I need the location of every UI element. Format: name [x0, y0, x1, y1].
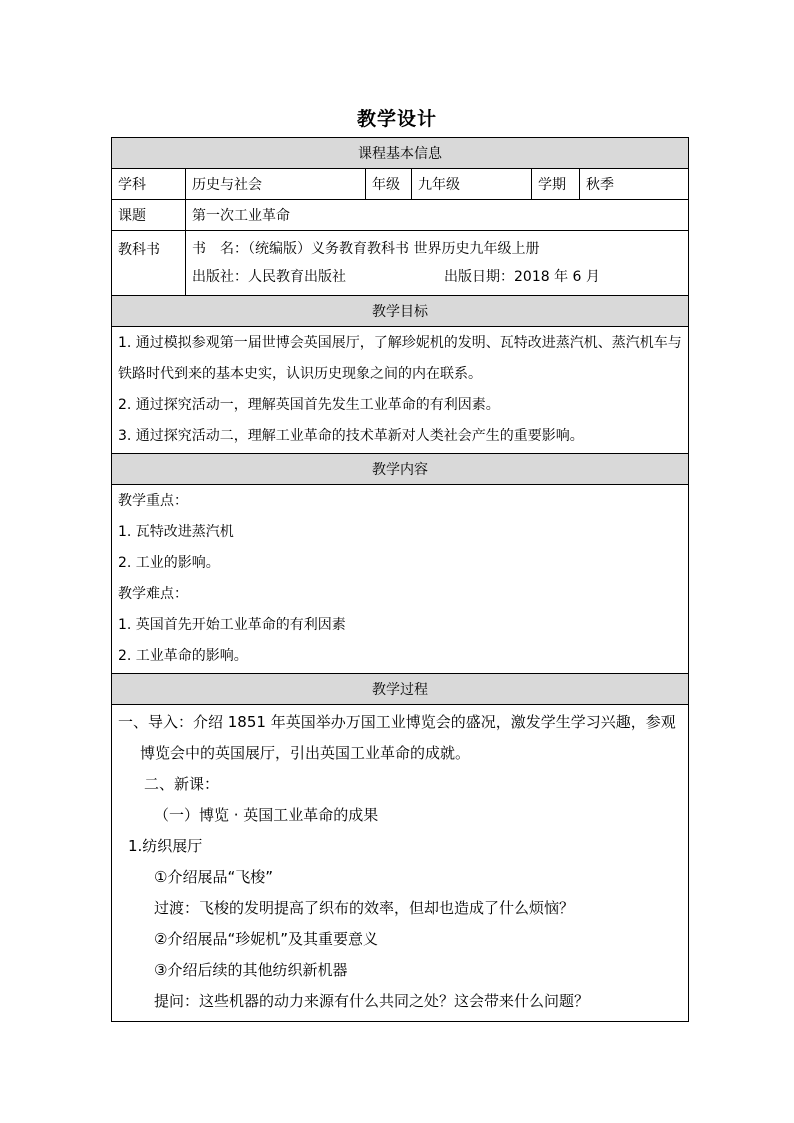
objectives-header-row	[112, 296, 689, 327]
content-header-row	[112, 454, 689, 485]
textbook-info	[186, 231, 689, 296]
topic-value: 第一次工业革命	[186, 200, 689, 231]
content-row	[112, 485, 689, 674]
grade-value: 九年级	[412, 169, 532, 200]
publisher: 出版社：人民教育出版社	[192, 269, 346, 285]
difficult-points-label: 教学难点：	[118, 586, 188, 602]
process-step: ③介绍后续的其他纺织新机器	[154, 961, 348, 979]
process-part-1: （一）博览 · 英国工业革命的成果	[154, 806, 379, 824]
process-list	[112, 705, 689, 1022]
difficult-point-item: 2. 工业革命的影响。	[118, 648, 248, 664]
objectives-header: 教学目标	[112, 296, 689, 327]
subject-label: 学科	[112, 169, 186, 200]
book-name: 书 名：（统编版）义务教育教科书 世界历史九年级上册	[192, 241, 540, 257]
subject-row	[112, 169, 689, 200]
basic-info-header-row	[112, 138, 689, 169]
process-intro: 一、导入：介绍 1851 年英国举办万国工业博览会的盛况，激发学生学习兴趣，参观博览会中的英国展厅，引出英国工业革命的成就。	[118, 713, 676, 762]
topic-label: 课题	[112, 200, 186, 231]
publisher-line	[192, 263, 682, 291]
key-points-label: 教学重点：	[118, 493, 188, 509]
grade-label: 年级	[366, 169, 412, 200]
basic-info-header: 课程基本信息	[112, 138, 689, 169]
objective-item: 1. 通过模拟参观第一届世博会英国展厅，了解珍妮机的发明、瓦特改进蒸汽机、蒸汽机车与铁路时代到来的基本史实，认识历史现象之间的内在联系。	[118, 335, 682, 382]
process-new-lesson: 二、新课：	[144, 775, 220, 793]
lesson-plan-table	[111, 137, 689, 1022]
topic-row	[112, 200, 689, 231]
term-label: 学期	[532, 169, 580, 200]
objectives-row	[112, 327, 689, 454]
objective-item: 2. 通过探究活动一，理解英国首先发生工业革命的有利因素。	[118, 397, 500, 413]
difficult-point-item: 1. 英国首先开始工业革命的有利因素	[118, 617, 346, 633]
key-point-item: 1. 瓦特改进蒸汽机	[118, 524, 234, 540]
objective-item: 3. 通过探究活动二，理解工业革命的技术革新对人类社会产生的重要影响。	[118, 428, 584, 444]
process-header-row	[112, 674, 689, 705]
content-list	[112, 485, 689, 674]
process-row	[112, 705, 689, 1022]
document-title: 教学设计	[356, 108, 437, 130]
process-header: 教学过程	[112, 674, 689, 705]
publish-date: 出版日期：2018 年 6 月	[444, 269, 600, 285]
textbook-row	[112, 231, 689, 296]
process-step: ②介绍展品“珍妮机”及其重要意义	[154, 930, 378, 948]
objectives-list	[112, 327, 689, 454]
subject-value: 历史与社会	[186, 169, 366, 200]
textbook-label: 教科书	[112, 231, 186, 296]
key-point-item: 2. 工业的影响。	[118, 555, 220, 571]
process-question: 提问：这些机器的动力来源有什么共同之处？这会带来什么问题？	[154, 992, 590, 1010]
process-transition: 过渡：飞梭的发明提高了织布的效率，但却也造成了什么烦恼？	[154, 899, 575, 917]
process-hall-1: 1.纺织展厅	[128, 837, 203, 855]
process-step: ①介绍展品“飞梭”	[154, 868, 273, 886]
term-value: 秋季	[580, 169, 689, 200]
content-header: 教学内容	[112, 454, 689, 485]
